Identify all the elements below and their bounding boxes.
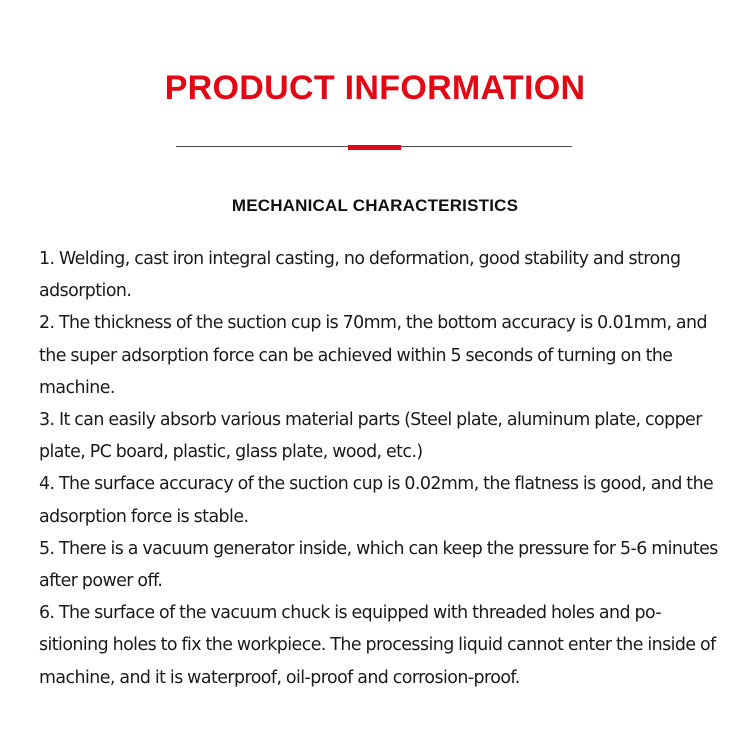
page-title: PRODUCT INFORMATION <box>164 69 586 107</box>
characteristic-item: 2. The thickness of the suction cup is 70mm, the bottom accuracy is 0.01mm, and the super adsorption force can be achieved within 5 seconds of turning on the machine. <box>39 313 707 398</box>
characteristics-list <box>39 243 719 694</box>
characteristic-item: 3. It can easily absorb various material parts (Steel plate, aluminum plate, copper plate, PC board, plastic, glass plate, wood, etc.) <box>39 410 702 463</box>
title-divider-accent <box>348 145 401 150</box>
characteristic-item: 4. The surface accuracy of the suction cup is 0.02mm, the flatness is good, and the adsorption force is stable. <box>39 474 714 527</box>
characteristic-item: 6. The surface of the vacuum chuck is equipped with threaded holes and po- sitioning holes to fix the workpiece. The processing liquid cannot enter the inside of machine, and it is waterproof, oil-proof and corrosion-proof. <box>39 603 716 688</box>
characteristic-item: 1. Welding, cast iron integral casting, no deformation, good stability and strong adsorption. <box>39 249 681 302</box>
section-title: MECHANICAL CHARACTERISTICS <box>231 196 519 215</box>
characteristic-item: 5. There is a vacuum generator inside, which can keep the pressure for 5-6 minutes after power off. <box>39 538 718 592</box>
